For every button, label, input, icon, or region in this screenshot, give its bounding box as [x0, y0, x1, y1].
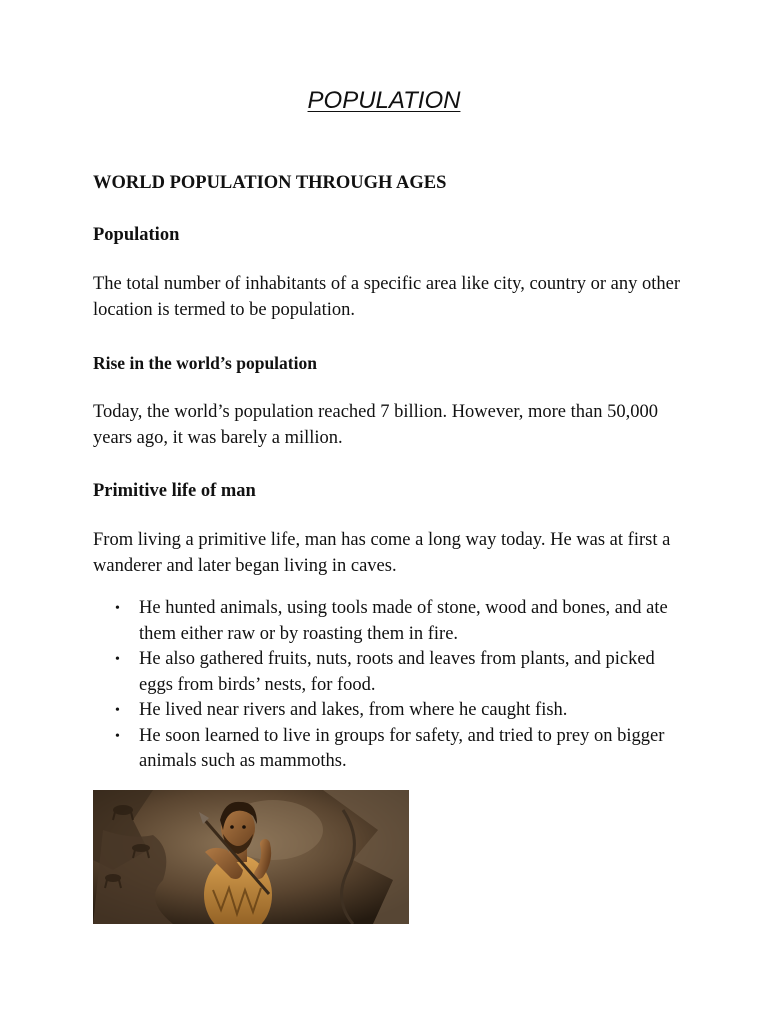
main-heading: WORLD POPULATION THROUGH AGES — [93, 173, 447, 193]
bullet-icon: • — [115, 652, 120, 667]
primitive-paragraph: From living a primitive life, man has come a long way today. He was at first a wanderer and later began living in caves. — [93, 530, 671, 576]
bullet-icon: • — [115, 703, 120, 718]
section-heading-population: Population — [93, 225, 180, 245]
population-definition: The total number of inhabitants of a specific area like city, country or any other location is termed to be population. — [93, 274, 680, 320]
section-heading-primitive: Primitive life of man — [93, 481, 256, 501]
cave-man-image — [93, 790, 409, 924]
list-item — [93, 698, 693, 724]
list-item-text: He lived near rivers and lakes, from where he caught fish. — [139, 700, 568, 720]
page-title — [0, 84, 768, 118]
page-title-text: POPULATION — [307, 87, 461, 114]
list-item-text: He also gathered fruits, nuts, roots and leaves from plants, and picked eggs from birds’ nests, for food. — [139, 649, 655, 695]
list-item — [93, 647, 693, 698]
list-item-text: He soon learned to live in groups for safety, and tried to prey on bigger animals such as mammoths. — [139, 725, 665, 771]
list-item-text: He hunted animals, using tools made of stone, wood and bones, and ate them either raw or by roasting them in fire. — [139, 598, 668, 644]
bullet-icon: • — [115, 728, 120, 744]
primitive-life-list — [93, 596, 693, 775]
rise-paragraph: Today, the world’s population reached 7 billion. However, more than 50,000 years ago, it was barely a million. — [93, 402, 658, 448]
list-item — [93, 596, 693, 647]
list-item — [93, 724, 693, 775]
section-heading-rise: Rise in the world’s population — [93, 353, 317, 373]
bullet-icon: • — [115, 601, 120, 616]
cave-illustration — [93, 790, 409, 924]
